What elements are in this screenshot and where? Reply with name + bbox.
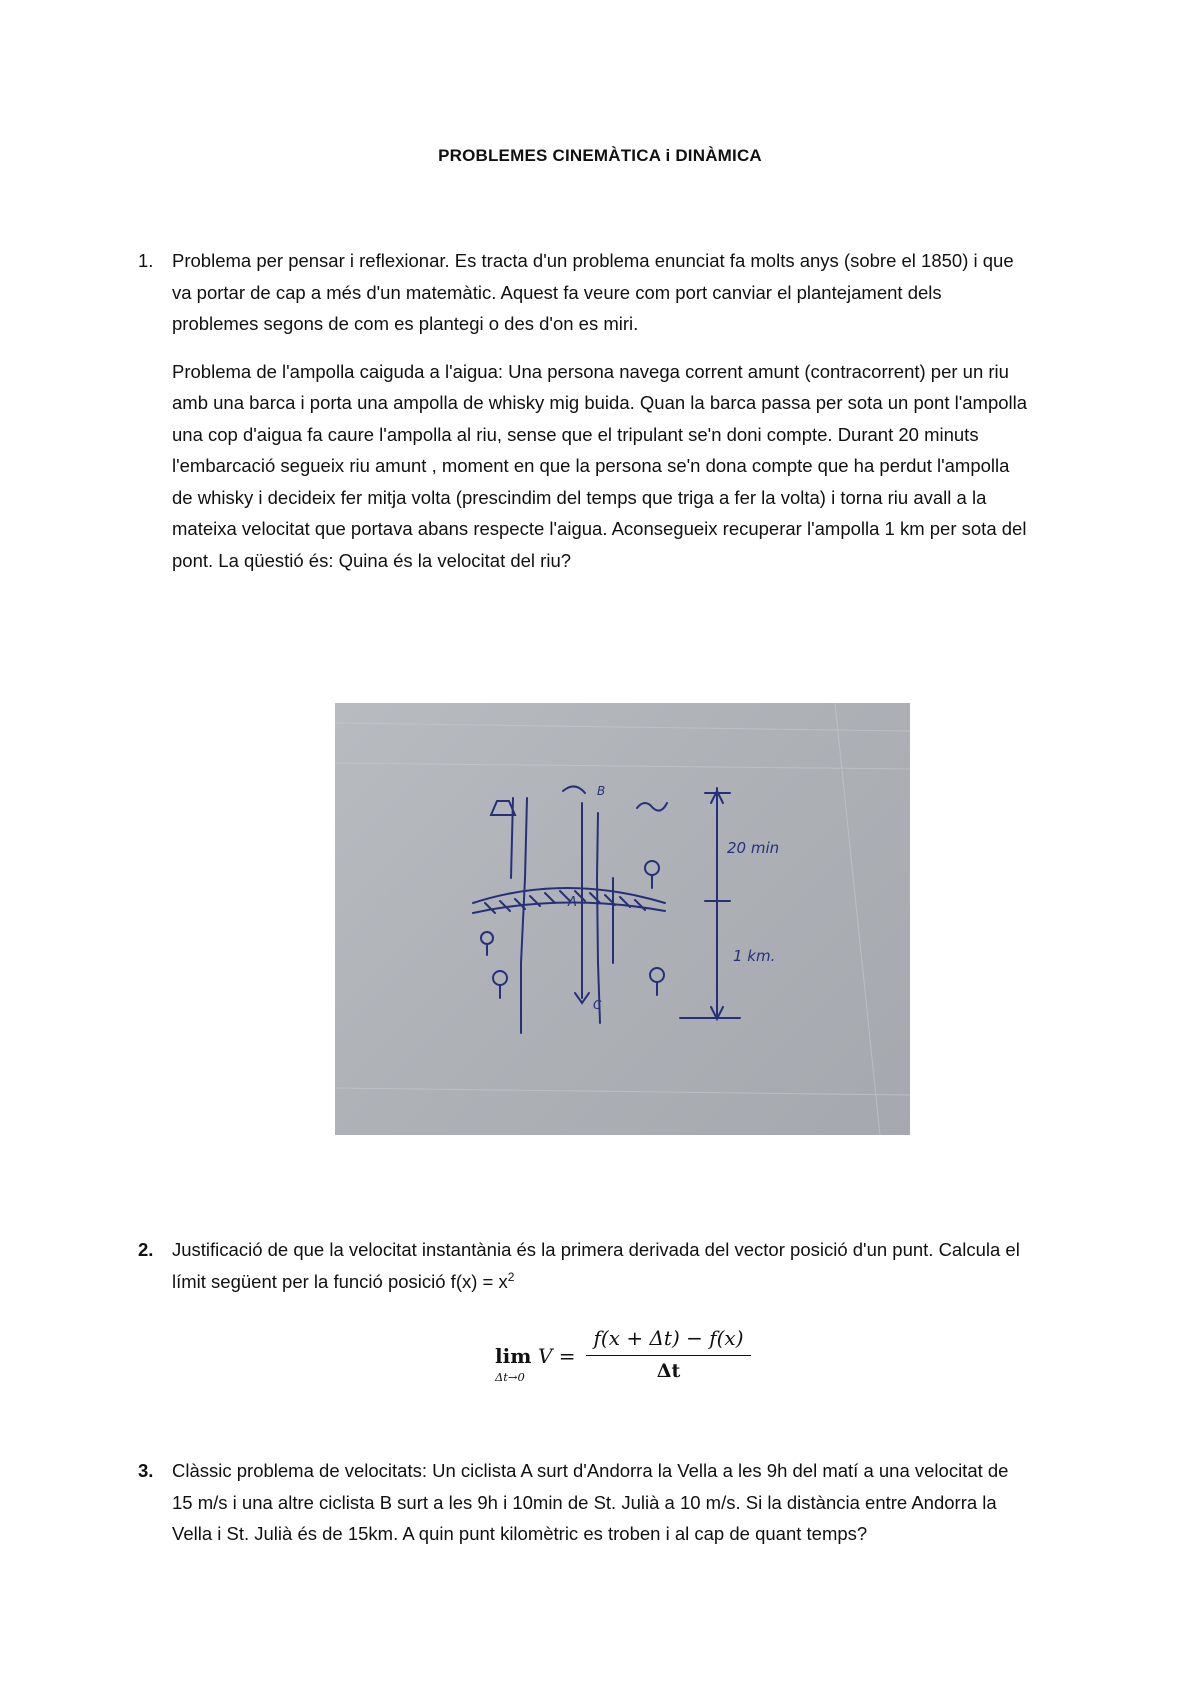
formula-fraction-bar [586, 1355, 751, 1356]
problem-2-text [172, 1234, 1032, 1297]
sketch-label-distance: 1 km. [733, 947, 776, 965]
problem-1 [138, 245, 1032, 576]
problem-3-number: 3. [138, 1460, 154, 1481]
formula-lhs: V = [538, 1344, 576, 1368]
problem-2-exponent: 2 [507, 1269, 515, 1284]
problem-1-statement: Problema de l'ampolla caiguda a l'aigua: Una persona navega corrent amunt (contracorrent) per un riu amb una barca i porta una ampolla de whisky mig buida. Quan la barca passa per sota un pont l'ampolla una cop d'aigua fa caure l'ampolla al riu, sense que el tripulant se'n doni compte. Durant 20 minuts l'embarcació segueix riu amunt , moment en que la persona se'n dona compte que ha perdut l'ampolla de whisky i decideix fer mitja volta (prescindim del temps que triga a fer la volta) i torna riu avall a la mateixa velocitat que portava abans respecte l'aigua. Aconsegueix recuperar l'ampolla 1 km per sota del pont. La qüestió és: Quina és la velocitat del riu? [172, 360, 1028, 571]
problem-1-intro: Problema per pensar i reflexionar. Es tracta d'un problema enunciat fa molts anys (sobre el 1850) i que va portar de cap a més d'un matemàtic. Aquest fa veure com port canviar el plantejament dels problemes segons de com es plantegi o des d'on es miri. [172, 250, 1014, 334]
tree-doodle [645, 861, 659, 875]
problem-2-number: 2. [138, 1239, 154, 1260]
sketch-label-b: B [597, 784, 606, 798]
problem-2-body: Justificació de que la velocitat instantània és la primera derivada del vector posició d'un punt. Calcula el límit següent per la funció posició f(x) = x [172, 1239, 1020, 1292]
river-left-bank [521, 798, 527, 1033]
problem-1-number: 1. [138, 250, 154, 271]
sketch-label-c: C [593, 998, 602, 1012]
sketch-label-time: 20 min [727, 839, 780, 857]
sketch-label-a: A [568, 895, 577, 910]
river-right-bank [597, 813, 600, 1023]
sketch-drawing [335, 703, 910, 1135]
formula-numerator: f(x + Δt) − f(x) [593, 1326, 744, 1350]
wave-doodle [637, 803, 667, 811]
limit-formula [0, 1326, 1200, 1386]
sketch-photo [335, 703, 910, 1135]
problem-3 [138, 1455, 1032, 1550]
problem-3-text: Clàssic problema de velocitats: Un ciclista A surt d'Andorra la Vella a les 9h del matí a una velocitat de 15 m/s i una altre ciclista B surt a les 9h i 10min de St. Julià a 10 m/s. Si la distància entre Andorra la Vella i St. Julià és de 15km. A quin punt kilomètric es troben i al cap de quant temps? [172, 1460, 1009, 1544]
page-title: PROBLEMES CINEMÀTICA i DINÀMICA [438, 146, 762, 165]
house-doodle [491, 801, 515, 815]
formula-lim: lim [495, 1344, 532, 1368]
formula-lim-subscript: Δt→0 [495, 1370, 525, 1384]
formula-denominator: Δt [656, 1360, 681, 1382]
problem-2 [138, 1234, 1032, 1297]
